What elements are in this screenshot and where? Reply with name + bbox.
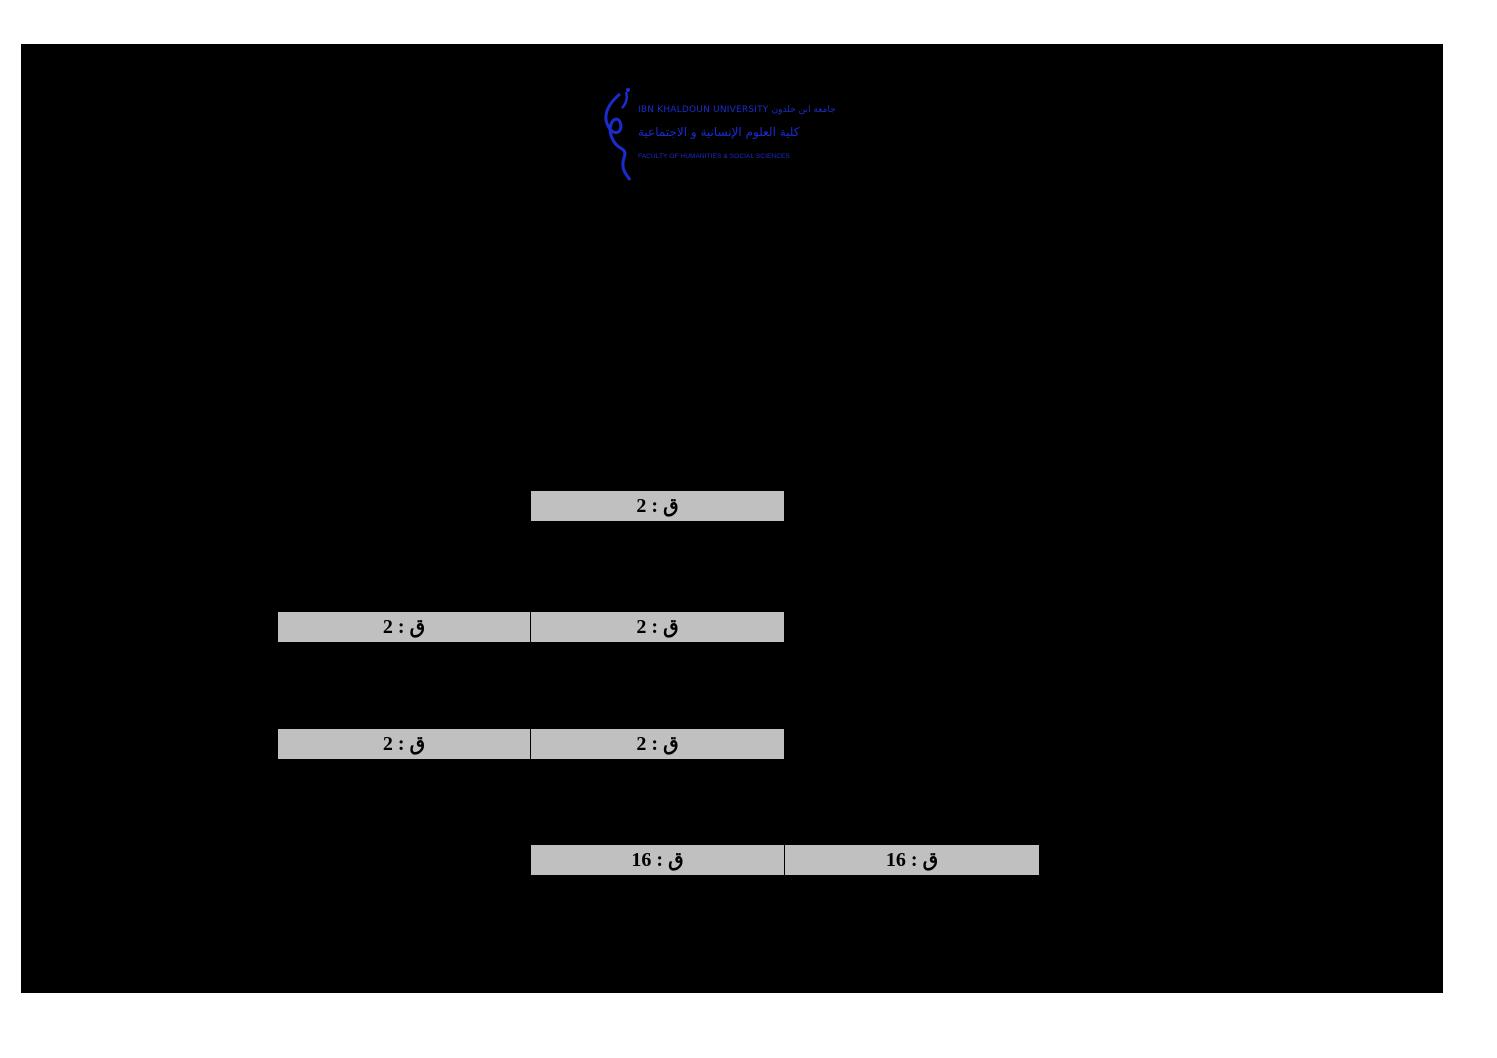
logo-university-name: IBN KHALDOUN UNIVERSITY جامعة ابن خلدون xyxy=(638,105,836,115)
logo-faculty-name-english: FACULTY OF HUMANITIES & SOCIAL SCIENCES xyxy=(638,153,790,160)
section-label-cell: ق : 2 xyxy=(531,491,784,521)
logo-faculty-name-arabic: كلية العلوم الإنسانية و الاجتماعية xyxy=(638,125,800,139)
section-label-cell: ق : 2 xyxy=(278,612,530,642)
university-logo xyxy=(598,88,838,184)
section-label-cell: ق : 16 xyxy=(785,845,1039,875)
logo-emblem-icon xyxy=(598,88,638,184)
section-label-cell: ق : 2 xyxy=(531,729,784,759)
section-label-cell: ق : 2 xyxy=(278,729,530,759)
document-page xyxy=(21,44,1443,993)
section-label-cell: ق : 2 xyxy=(531,612,784,642)
section-label-cell: ق : 16 xyxy=(531,845,784,875)
